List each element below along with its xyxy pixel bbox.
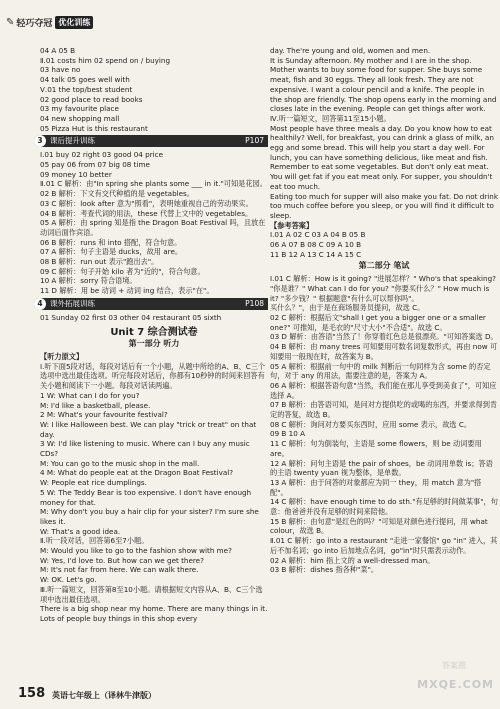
listening-script [40,362,268,624]
text-line: Ⅰ.01 C 解析：How is it going? "进展怎样？" Who's that speaking? "你是谁？" What can I do for you? "你要买什么？" How much is it? "多少钱？" 根据题意"有什么可以帮你吗"。 [270,274,496,303]
left-top-answers [40,46,268,133]
text-line: 02 C 解析：根据后文"shall I get you a bigger one or a smaller one?" 可推知，是毛衣的"尺寸大小"不合适"。故选 C。 [270,312,486,332]
text-line: 10 A 解析：sorry 符合语境。 [40,276,137,286]
text-line: 04 talk 05 goes well with [40,75,130,85]
text-line: 03 C 解析：look after 意为"照看"，表明她重视自己的劳动果实。 [40,198,253,208]
text-line: 07 B 解析：由答语可知，是问对方提供吃的或喝的东西，并要求得到肯定的答复，故选 B。 [270,400,498,420]
text-line: M: Would you like to go to the fashion show with me? [40,546,232,556]
text-line: 06 B 解析：runs 和 into 搭配，符合句意。 [40,237,182,247]
text-line: It is Sunday afternoon. My mother and I are in the shop. Mother wants to buy some food for supper. She buys some meat, fish and 30 eggs. They all look fresh. They are not expensive. I want a colour pencil and a knife. The people in the shop are friendly. The shop opens early in the morning and closes late in the evening. People can get things after work. [270,55,497,114]
book-title: 英语七年级上（译林牛津版） [52,691,156,700]
written-answers [270,274,498,575]
part-2-title: 第二部分 笔试 [358,261,410,271]
text-line: M: It's not far from here. We can walk there. [40,565,199,575]
text-line: Ⅳ.听一篇短文，回答第11至15小题。 [270,113,391,123]
watermark: MXQE.COM [417,678,494,691]
text-line: 03 D 解析：由答语"当然了！你穿着红色总是很漂亮。"可知答案选 D。 [270,332,498,342]
text-line: 05 Pizza Hut is this restaurant [40,123,148,133]
text-line: 08 C 解析：询问对方要买东西时，应用 some 表示，故选 C。 [270,419,472,429]
section-title: 课后提升训练 [50,136,95,146]
text-line: 03 have no [40,65,81,75]
text-line: Most people have three meals a day. Do you know how to eat healthily? Well, for breakfast, you can drink a glass of milk, an egg and some bread. This will help you start a day well. For lunch, you can have something delicious, like meat and fish. Remember to eat some vegetables. But don't only eat meat. You will get fat if you eat meat only. For supper, you shouldn't eat too much. [270,123,494,191]
section-3-answers [40,150,268,296]
text-line: 买什么？"，由于是在商场服务员提问，故选 C。 [270,303,425,313]
text-line: 05 pay 06 from 07 big 08 time [40,160,150,170]
text-line: Ⅱ.01 C 解析：go into a restaurant "走进一家餐馆" go "in" 进入，其后不加名词；go into 后加地点名词，go"in"时只需表示动作。 [270,536,498,555]
listening-script-continued [270,46,498,221]
text-line: 09 money 10 better [40,169,112,179]
listening-label: 【听力原文】 [40,351,84,361]
part-1-title: 第一部分 听力 [128,339,180,349]
page-number: 158 [18,686,46,701]
text-line: 02 A 解析：him 指上文的 a well-dressed man。 [270,555,435,565]
text-line: 02 good place to read books [40,94,143,104]
section-page-ref: P107 [245,136,264,146]
text-line: 05 A 解析：根据前一句中的 milk 判断后一句同样为含 some 的否定句，对于 any 的用法，需要注意的是，答案为 A。 [270,361,491,381]
section-number: 4 [34,298,46,310]
text-line: 4 M: What do people eat at the Dragon Boat Festival? [40,468,234,478]
section-title: 课外拓展训练 [50,298,95,308]
text-line: 12 A 解析：问句主语是 the pair of shoes，be 动词用单数 is；答语的主语 twenty yuan 视为整体，是单数。 [270,458,493,478]
text-line: 11 D 解析：用 be 动词 + 动词 ing 结合，表示"在"。 [40,286,214,296]
text-line: Ⅱ.01 C 解析：由"In spring she plants some ___ in it."可知是花园。 [40,179,267,189]
text-line: 04 new shopping mall [40,113,120,123]
section-bar-3 [34,135,268,147]
logo-icon: ✎ [6,17,15,28]
text-line: 06 A 解析：根据答语句意"当然，我们能在那儿享受到美食了"，可知应选择 A。 [270,380,497,400]
section-number: 3 [34,135,46,147]
text-line: There is a big shop near my home. There are many things in it. Lots of people buy things in this shop every [40,604,268,623]
text-line: day. The're young and old, women and men. [270,46,431,55]
text-line: 13 A 解析：由于问答的对象都应为同一 they，用 match 意为"搭配"。 [270,477,482,497]
text-line: Ⅴ.01 the top/best student [40,84,133,94]
text-line: 05 A 解析：由 spring 知是指 the Dragon Boat Festival 吗，且放在动词后面作宾语。 [40,218,266,237]
text-line: 09 C 解析：句子开始 kilo 者为"近的"，符合句意。 [40,266,205,276]
text-line: M: I'd like a basketball, please. [40,400,151,410]
text-line: W: Yes, I'd love to. But how can we get there? [40,555,204,565]
unit-title: Unit 7 综合测试卷 [110,326,198,338]
text-line: 04 A 05 B [40,46,75,55]
section-page-ref: P108 [245,299,264,309]
logo [6,16,93,29]
logo-badge: 优化训练 [55,16,93,29]
text-line: 03 my favourite place [40,104,119,114]
text-line: W: I like Halloween best. We can play "trick or treat" on that day. [40,419,257,439]
text-line: W: OK. Let's go. [40,575,97,585]
section-bar-4 [34,298,268,310]
text-line: 06 A 07 B 08 C 09 A 10 B [270,240,362,250]
text-line: Ⅱ.01 costs him 02 spend on / buying [40,55,171,65]
text-line: Eating too much for supper will also make you fat. Do not drink too much coffee before you sleep, or you will find it difficult to sleep. [270,191,498,220]
text-line: 11 C 解析：句为倒装句，主语是 some flowers，则 be 动词要用 are。 [270,439,482,458]
text-line: 01 Sunday 02 first 03 other 04 restaurant 05 sixth [40,312,222,322]
answer-label: 【参考答案】 [270,220,314,230]
text-line: 04 B 解析：由 many trees 可知要用可数名词复数形式，再由 now 可知要用一般现在时，故答案为 B。 [270,342,498,361]
text-line: Ⅰ.听下面5段对话，每段对话后有一个小题，从题中所给的A、B、C三个选项中选出最佳选项。听完每段对话后，你都有10秒钟的时间来回答有关小题和阅读下一小题。每段对话读两遍。 [40,361,266,391]
left-column [37,46,268,624]
text-line: Ⅰ.01 buy 02 right 03 good 04 price [40,150,164,160]
text-line: Ⅲ.听一篇短文，回答第8至10小题。请根据短文内容从A、B、C三个选项中选出最佳选项。 [40,584,263,604]
logo-text: 轻巧夺冠 [16,19,53,29]
text-line: 5 W: The Teddy Bear is too expensive. I don't have enough money for that. [40,487,252,507]
text-line: 04 B 解析：考查代词的用法，these 代替上文中的 vegetables。 [40,208,253,218]
section-4-answers [40,313,268,323]
text-line: Ⅱ.听一段对话，回答第6至7小题。 [40,536,149,546]
text-line: M: Why don't you buy a hair clip for your sister? I'm sure she likes it. [40,507,259,526]
right-column [270,46,498,575]
text-line: M: You can go to the music shop in the mall. [40,458,200,468]
text-line: 3 W: I'd like listening to music. Where can I buy any music CDs? [40,439,250,459]
text-line: 2 M: What's your favourite festival? [40,410,168,420]
watermark-stamp: 答案圈 [442,661,466,670]
text-line: 11 B 12 A 13 C 14 A 15 C [270,249,362,259]
text-line: 08 B 解析：run out 表示"跑出去"。 [40,257,159,267]
text-line: W: People eat rice dumplings. [40,478,147,488]
text-line: 09 B 10 A [270,429,305,439]
text-line: 15 B 解析：由句意"是红色的吗？"可知是对颜色进行提问，用 what colour，故选 B。 [270,516,488,536]
text-line: 07 A 解析：句子主语是 ducks，故用 are。 [40,247,183,257]
text-line: W: That's a good idea. [40,526,121,536]
answer-key [270,230,498,259]
text-line: 02 B 解析：下文有交代种植的是 vegetables。 [40,189,194,199]
text-line: 14 C 解析：have enough time to do sth."有足够的时间做某事"，句意：他爸爸并没有足够的时间来陪他。 [270,497,498,517]
text-line: 03 B 解析：dishes 指各种"菜"。 [270,565,379,575]
text-line: 1 W: What can I do for you? [40,390,140,400]
page-header [0,0,500,42]
text-line: Ⅰ.01 A 02 C 03 A 04 B 05 B [270,230,366,240]
